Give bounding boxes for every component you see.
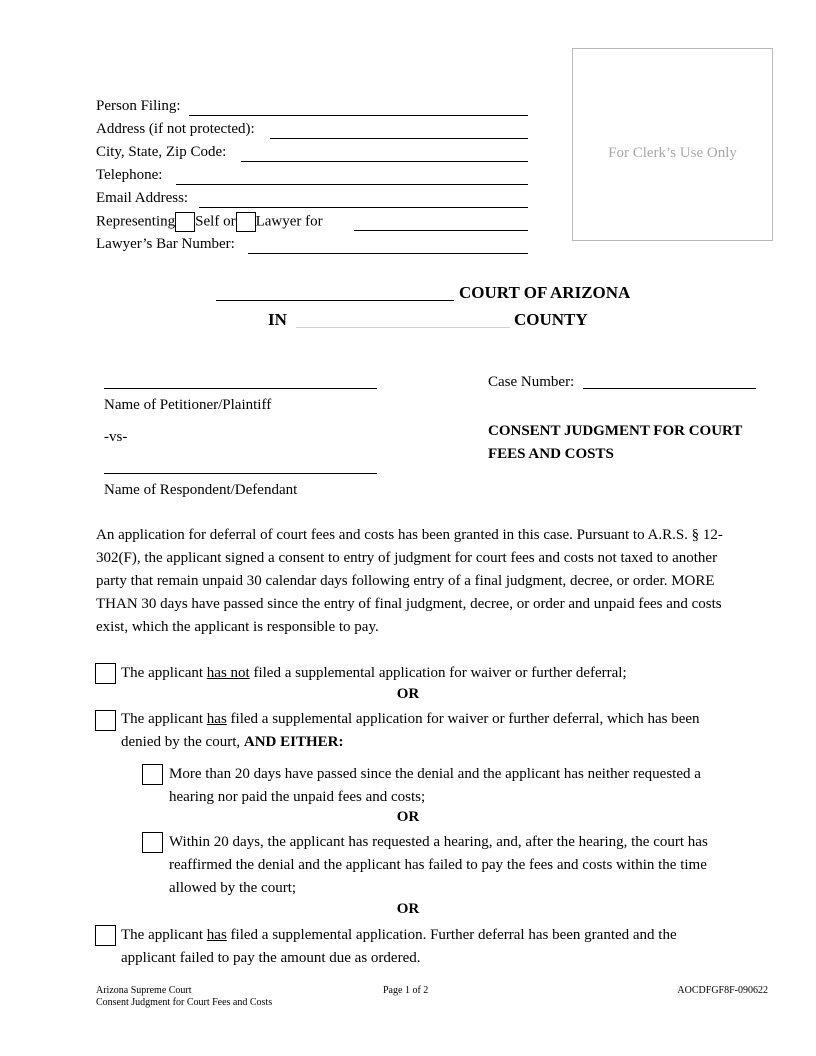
body-line: party that remain unpaid 30 calendar days following entry of a final judgment, decree, or order. MORE	[96, 573, 715, 589]
footer-form-name: Consent Judgment for Court Fees and Costs	[96, 997, 273, 1008]
option-text: The applicant	[121, 665, 207, 681]
option-further-deferral	[121, 924, 677, 970]
telephone-row	[96, 166, 536, 189]
option-text: More than 20 days have passed since the denial and the applicant has neither requested a	[169, 766, 701, 782]
city-state-zip-field[interactable]	[241, 160, 528, 162]
vs-label: -vs-	[104, 429, 128, 445]
option-text: The applicant	[121, 927, 207, 943]
lawyer-for-field[interactable]	[354, 229, 528, 231]
email-field[interactable]	[199, 206, 528, 208]
respondent-name-field[interactable]	[104, 473, 377, 474]
option-text: The applicant	[121, 711, 207, 727]
representing-label: Representing	[96, 213, 176, 230]
option-text: applicant failed to pay the amount due as ordered.	[121, 950, 421, 966]
county-label: COUNTY	[514, 310, 588, 329]
sub-option-20-days-passed-checkbox[interactable]	[142, 764, 163, 785]
body-line: exist, which the applicant is responsible to pay.	[96, 619, 379, 635]
bar-number-row	[96, 235, 536, 258]
option-text: hearing nor paid the unpaid fees and costs;	[169, 789, 426, 805]
option-text: filed a supplemental application for waiver or further deferral, which has been	[226, 711, 700, 727]
or-separator: OR	[396, 809, 420, 825]
telephone-label: Telephone:	[96, 167, 163, 183]
option-has-not-filed	[121, 662, 627, 685]
body-paragraph	[96, 524, 776, 639]
and-either-label: AND EITHER:	[243, 734, 344, 750]
lawyer-checkbox[interactable]	[236, 212, 256, 232]
option-text: Within 20 days, the applicant has requested a hearing, and, after the hearing, the court has	[169, 834, 708, 850]
email-label: Email Address:	[96, 190, 189, 206]
city-state-zip-row	[96, 143, 536, 166]
option-denied	[121, 708, 700, 754]
body-line: 302(F), the applicant signed a consent to entry of judgment for court fees and costs not taxed to another	[96, 550, 718, 566]
option-emphasis: has	[206, 711, 227, 727]
person-filing-row	[96, 97, 536, 120]
option-emphasis: has not	[206, 665, 250, 681]
option-text: filed a supplemental application. Further deferral has been granted and the	[226, 927, 677, 943]
option-text: filed a supplemental application for waiver or further deferral;	[249, 665, 627, 681]
person-filing-field[interactable]	[189, 114, 528, 116]
footer-left	[96, 985, 272, 1009]
clerk-use-label: For Clerk’s Use Only	[608, 145, 737, 161]
petitioner-name-field[interactable]	[104, 388, 377, 389]
option-denied-checkbox[interactable]	[95, 710, 116, 731]
option-text: allowed by the court;	[169, 880, 297, 896]
body-line: THAN 30 days have passed since the entry of final judgment, decree, or order and unpaid fees and costs	[96, 596, 722, 612]
bar-number-label: Lawyer’s Bar Number:	[96, 236, 235, 252]
respondent-label: Name of Respondent/Defendant	[104, 482, 298, 498]
sub-option-hearing-requested-checkbox[interactable]	[142, 832, 163, 853]
filer-info-block	[96, 97, 536, 258]
case-number-label: Case Number:	[488, 374, 575, 390]
document-title-line1: CONSENT JUDGMENT FOR COURT	[488, 423, 743, 439]
document-title	[488, 420, 742, 466]
county-name-field[interactable]	[296, 327, 510, 328]
option-has-not-filed-checkbox[interactable]	[95, 663, 116, 684]
clerk-use-box	[572, 48, 773, 241]
lawyer-for-label: Lawyer for	[255, 213, 323, 230]
address-row	[96, 120, 536, 143]
in-label: IN	[268, 310, 287, 329]
option-emphasis: has	[206, 927, 227, 943]
footer-form-code: AOCDFGF8F-090622	[677, 985, 768, 996]
petitioner-label: Name of Petitioner/Plaintiff	[104, 397, 272, 413]
document-title-line2: FEES AND COSTS	[488, 446, 614, 462]
sub-option-hearing-requested	[169, 831, 708, 900]
representing-row	[96, 212, 536, 235]
footer-page-number: Page 1 of 2	[383, 985, 429, 996]
option-further-deferral-checkbox[interactable]	[95, 925, 116, 946]
court-name-field[interactable]	[216, 300, 454, 301]
bar-number-field[interactable]	[248, 252, 528, 254]
city-state-zip-label: City, State, Zip Code:	[96, 144, 227, 160]
option-text: reaffirmed the denial and the applicant has failed to pay the fees and costs within the time	[169, 857, 707, 873]
person-filing-label: Person Filing:	[96, 98, 181, 114]
case-number-field[interactable]	[583, 388, 756, 389]
email-row	[96, 189, 536, 212]
or-separator: OR	[396, 901, 420, 917]
court-of-arizona-title: COURT OF ARIZONA	[459, 283, 631, 302]
address-label: Address (if not protected):	[96, 121, 255, 137]
or-separator: OR	[396, 686, 420, 702]
self-checkbox[interactable]	[175, 212, 195, 232]
telephone-field[interactable]	[176, 183, 528, 185]
address-field[interactable]	[270, 137, 528, 139]
option-text: denied by the court,	[121, 734, 244, 750]
footer-court-name: Arizona Supreme Court	[96, 985, 192, 996]
body-line: An application for deferral of court fees and costs has been granted in this case. Pursuant to A.R.S. § 12-	[96, 527, 723, 543]
self-or-label: Self or	[195, 213, 236, 230]
sub-option-20-days-passed	[169, 763, 701, 809]
